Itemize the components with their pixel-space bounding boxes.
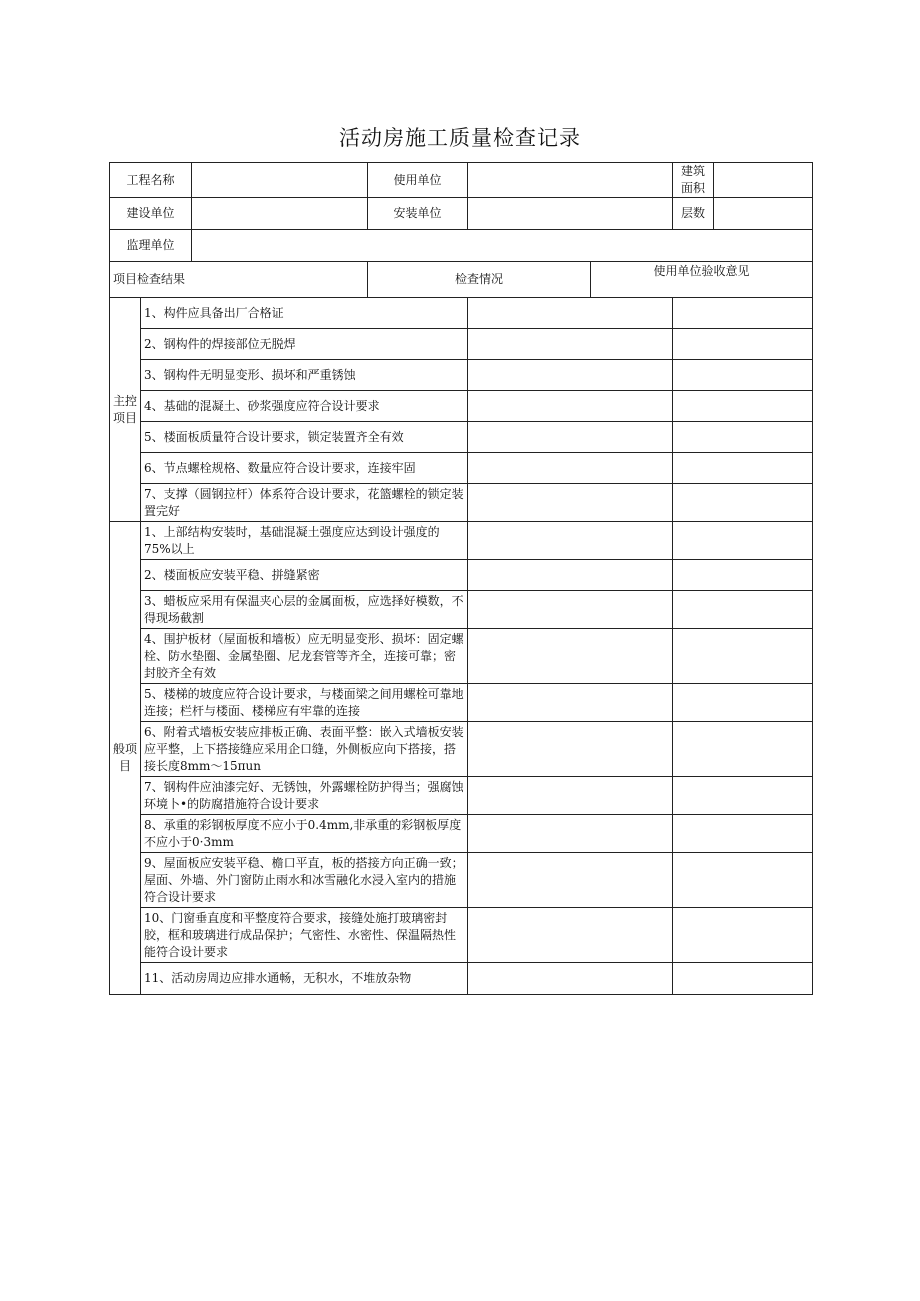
column-header-row <box>110 262 813 298</box>
floors-label: 层数 <box>673 198 714 230</box>
inspection-cell[interactable] <box>468 298 673 329</box>
user-unit-value[interactable] <box>468 163 673 198</box>
table-row <box>110 815 813 853</box>
construction-unit-label: 建设单位 <box>110 198 192 230</box>
inspection-cell[interactable] <box>468 629 673 684</box>
table-row <box>110 522 813 560</box>
table-row <box>110 560 813 591</box>
inspection-cell[interactable] <box>468 484 673 522</box>
header-row-1 <box>110 163 813 198</box>
acceptance-cell[interactable] <box>673 684 813 722</box>
acceptance-cell[interactable] <box>673 629 813 684</box>
inspection-cell[interactable] <box>468 684 673 722</box>
install-unit-label: 安装单位 <box>368 198 468 230</box>
general-item: 3、蜡板应采用有保温夹心层的金属面板，应选择好模数，不得现场截割 <box>141 591 468 629</box>
inspection-cell[interactable] <box>468 815 673 853</box>
main-item: 1、构件应具备出厂合格证 <box>141 298 468 329</box>
floors-value[interactable] <box>714 198 813 230</box>
general-item: 11、活动房周边应排水通畅，无积水，不堆放杂物 <box>141 963 468 995</box>
general-item: 4、围护板材（屋面板和墙板）应无明显变形、损坏：固定螺栓、防水垫圈、金属垫圈、尼龙套管等齐全，连接可靠；密封胶齐全有效 <box>141 629 468 684</box>
main-item: 7、支撑（圆钢拉杆）体系符合设计要求，花篮螺栓的锁定装置完好 <box>141 484 468 522</box>
inspection-table <box>109 162 813 995</box>
table-row <box>110 298 813 329</box>
acceptance-cell[interactable] <box>673 391 813 422</box>
table-row <box>110 629 813 684</box>
table-row <box>110 853 813 908</box>
table-row <box>110 360 813 391</box>
acceptance-header: 使用单位验收意见 <box>591 262 813 298</box>
acceptance-cell[interactable] <box>673 591 813 629</box>
main-item: 2、钢构件的焊接部位无脱焊 <box>141 329 468 360</box>
acceptance-cell[interactable] <box>673 329 813 360</box>
general-item: 9、屋面板应安装平稳、檐口平直，板的搭接方向正确一致；屋面、外墙、外门窗防止雨水和冰雪融化水浸入室内的措施符合设计要求 <box>141 853 468 908</box>
project-name-label: 工程名称 <box>110 163 192 198</box>
inspection-header: 检查情况 <box>368 262 591 298</box>
install-unit-value[interactable] <box>468 198 673 230</box>
table-row <box>110 908 813 963</box>
building-area-value[interactable] <box>714 163 813 198</box>
building-area-label: 建筑面积 <box>673 163 714 198</box>
inspection-cell[interactable] <box>468 422 673 453</box>
acceptance-cell[interactable] <box>673 560 813 591</box>
table-row <box>110 329 813 360</box>
acceptance-cell[interactable] <box>673 722 813 777</box>
inspection-cell[interactable] <box>468 722 673 777</box>
inspection-cell[interactable] <box>468 908 673 963</box>
acceptance-cell[interactable] <box>673 908 813 963</box>
supervision-unit-label: 监理单位 <box>110 230 192 262</box>
general-item: 8、承重的彩钢板厚度不应小于0.4mm,非承重的彩钢板厚度不应小于0·3mm <box>141 815 468 853</box>
inspection-cell[interactable] <box>468 963 673 995</box>
general-category: 般项目 <box>110 522 141 995</box>
main-item: 6、节点螺栓规格、数量应符合设计要求，连接牢固 <box>141 453 468 484</box>
general-item: 10、门窗垂直度和平整度符合要求，接缝处施打玻璃密封胶，框和玻璃进行成品保护；气密性、水密性、保温隔热性能符合设计要求 <box>141 908 468 963</box>
acceptance-cell[interactable] <box>673 484 813 522</box>
general-item: 5、楼梯的坡度应符合设计要求，与楼面梁之间用螺栓可靠地连接；栏杆与楼面、楼梯应有牢靠的连接 <box>141 684 468 722</box>
inspection-cell[interactable] <box>468 777 673 815</box>
acceptance-cell[interactable] <box>673 522 813 560</box>
inspection-cell[interactable] <box>468 360 673 391</box>
acceptance-cell[interactable] <box>673 963 813 995</box>
acceptance-cell[interactable] <box>673 422 813 453</box>
inspection-cell[interactable] <box>468 591 673 629</box>
page-title: 活动房施工质量检查记录 <box>339 126 581 150</box>
acceptance-cell[interactable] <box>673 815 813 853</box>
header-row-2 <box>110 198 813 230</box>
main-item: 3、钢构件无明显变形、损坏和严重锈蚀 <box>141 360 468 391</box>
table-row <box>110 453 813 484</box>
user-unit-label: 使用单位 <box>368 163 468 198</box>
acceptance-cell[interactable] <box>673 298 813 329</box>
header-row-3 <box>110 230 813 262</box>
item-result-header: 项目检查结果 <box>110 262 368 298</box>
table-row <box>110 391 813 422</box>
main-control-category: 主控项目 <box>110 298 141 522</box>
general-item: 1、上部结构安装时，基础混凝土强度应达到设计强度的75%以上 <box>141 522 468 560</box>
table-row <box>110 422 813 453</box>
project-name-value[interactable] <box>192 163 368 198</box>
inspection-cell[interactable] <box>468 453 673 484</box>
acceptance-cell[interactable] <box>673 453 813 484</box>
construction-unit-value[interactable] <box>192 198 368 230</box>
general-item: 2、楼面板应安装平稳、拼缝紧密 <box>141 560 468 591</box>
general-item: 7、钢构件应油漆完好、无锈蚀，外露螺栓防护得当；强腐蚀环境卜•的防腐措施符合设计要求 <box>141 777 468 815</box>
supervision-unit-value[interactable] <box>192 230 813 262</box>
inspection-cell[interactable] <box>468 329 673 360</box>
inspection-cell[interactable] <box>468 522 673 560</box>
inspection-cell[interactable] <box>468 560 673 591</box>
general-item: 6、附着式墙板安装应排板正确、表面平整：嵌入式墙板安装应平整，上下搭接缝应采用企口缝，外侧板应向下搭接，搭接长度8mm～15πun <box>141 722 468 777</box>
table-row <box>110 684 813 722</box>
inspection-cell[interactable] <box>468 853 673 908</box>
table-row <box>110 591 813 629</box>
main-item: 4、基础的混凝土、砂浆强度应符合设计要求 <box>141 391 468 422</box>
acceptance-cell[interactable] <box>673 360 813 391</box>
acceptance-cell[interactable] <box>673 853 813 908</box>
acceptance-cell[interactable] <box>673 777 813 815</box>
table-row <box>110 484 813 522</box>
table-row <box>110 963 813 995</box>
table-row <box>110 777 813 815</box>
table-row <box>110 722 813 777</box>
main-item: 5、楼面板质量符合设计要求，锁定装置齐全有效 <box>141 422 468 453</box>
inspection-cell[interactable] <box>468 391 673 422</box>
